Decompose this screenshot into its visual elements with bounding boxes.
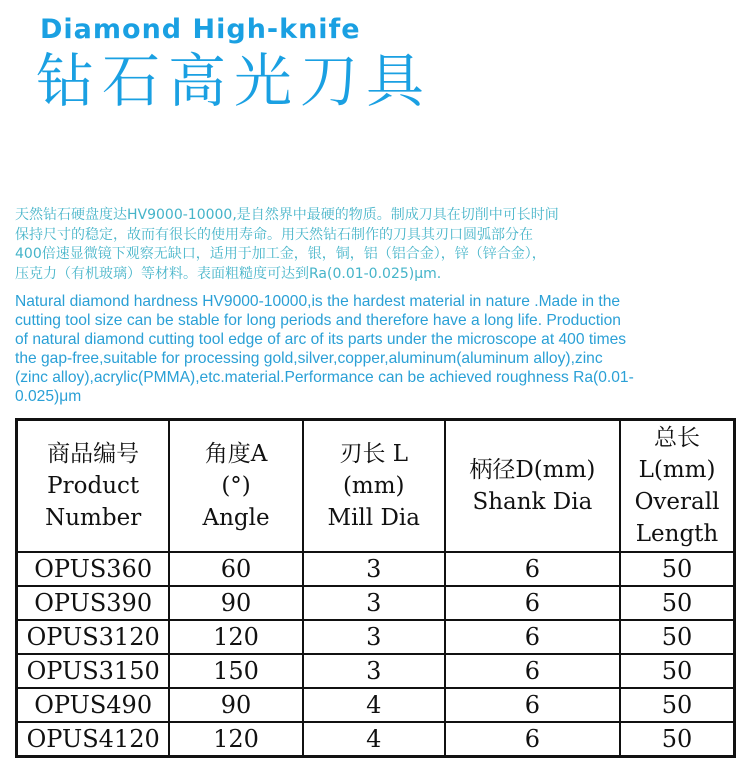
header-text: 柄径D(mm): [469, 457, 596, 483]
header-text: Mill Dia: [327, 505, 420, 531]
header-text: (°): [221, 473, 251, 499]
cell-overall-length: 50: [620, 586, 734, 620]
cell-mill-dia: 4: [303, 722, 445, 757]
cell-product-number: OPUS360: [17, 552, 170, 586]
text-line: cutting tool size can be stable for long periods and therefore have a long life. Production: [15, 312, 621, 329]
text-line: Natural diamond hardness HV9000-10000,is the hardest material in nature .Made in the: [15, 293, 621, 310]
cell-angle: 150: [169, 654, 302, 688]
title-chinese: 钻石高光刀具: [36, 47, 433, 115]
table-row: [17, 586, 735, 620]
header-text: 总长: [654, 425, 701, 451]
cell-angle: 120: [169, 722, 302, 757]
cell-shank-dia: 6: [445, 586, 620, 620]
description-chinese: [15, 206, 559, 284]
cell-product-number: OPUS390: [17, 586, 170, 620]
cell-mill-dia: 3: [303, 552, 445, 586]
table-header-row: [17, 420, 735, 553]
text-line: 保持尺寸的稳定，故而有很长的使用寿命。用天然钻石制作的刀具其刃口圆弧部分在: [15, 226, 533, 243]
product-spec-table: [15, 418, 736, 758]
cell-angle: 90: [169, 586, 302, 620]
cell-overall-length: 50: [620, 688, 734, 722]
cell-overall-length: 50: [620, 654, 734, 688]
cell-mill-dia: 3: [303, 620, 445, 654]
header-text: Shank Dia: [472, 489, 593, 515]
cell-shank-dia: 6: [445, 552, 620, 586]
header-overall-length: [620, 420, 734, 553]
title-english: Diamond High-knife: [40, 14, 361, 45]
header-text: Angle: [202, 505, 270, 531]
cell-mill-dia: 4: [303, 688, 445, 722]
cell-shank-dia: 6: [445, 654, 620, 688]
cell-mill-dia: 3: [303, 654, 445, 688]
cell-angle: 120: [169, 620, 302, 654]
cell-product-number: OPUS4120: [17, 722, 170, 757]
cell-product-number: OPUS3120: [17, 620, 170, 654]
cell-shank-dia: 6: [445, 620, 620, 654]
text-line: of natural diamond cutting tool edge of arc of its parts under the microscope at 400 times: [15, 331, 627, 348]
header-text: 刃长 L: [339, 441, 409, 467]
table-row: [17, 654, 735, 688]
cell-overall-length: 50: [620, 552, 734, 586]
cell-product-number: OPUS490: [17, 688, 170, 722]
table-row: [17, 552, 735, 586]
description-english: [15, 292, 634, 406]
cell-overall-length: 50: [620, 722, 734, 757]
cell-shank-dia: 6: [445, 722, 620, 757]
text-line: 0.025)μm: [15, 388, 82, 405]
header-text: Product: [47, 473, 140, 499]
header-product-number: [17, 420, 170, 553]
header-text: 角度A: [204, 441, 268, 467]
header-text: (mm): [342, 473, 405, 499]
cell-overall-length: 50: [620, 620, 734, 654]
header-text: Overall: [634, 489, 720, 515]
table-row: [17, 620, 735, 654]
cell-angle: 90: [169, 688, 302, 722]
text-line: (zinc alloy),acrylic(PMMA),etc.material.Performance can be achieved roughness Ra(0.01-: [15, 369, 634, 386]
table-row: [17, 688, 735, 722]
header-text: Number: [45, 505, 142, 531]
cell-angle: 60: [169, 552, 302, 586]
text-line: 压克力（有机玻璃）等材料。表面粗糙度可达到Ra(0.01-0.025)μm.: [15, 265, 442, 282]
text-line: 天然钻石硬盘度达HV9000-10000,是自然界中最硬的物质。制成刀具在切削中可长时间: [15, 207, 559, 223]
header-mill-dia: [303, 420, 445, 553]
header-shank-dia: [445, 420, 620, 553]
header-angle: [169, 420, 302, 553]
header-text: 商品编号: [47, 441, 140, 467]
cell-mill-dia: 3: [303, 586, 445, 620]
table-row: [17, 722, 735, 757]
text-line: the gap-free,suitable for processing gold,silver,copper,aluminum(aluminum alloy),zinc: [15, 350, 603, 367]
text-line: 400倍速显微镜下观察无缺口，适用于加工金，银，铜，铝（铝合金），锌（锌合金），: [15, 246, 546, 262]
cell-shank-dia: 6: [445, 688, 620, 722]
header-text: L(mm): [638, 457, 716, 483]
header-text: Length: [635, 521, 719, 547]
cell-product-number: OPUS3150: [17, 654, 170, 688]
